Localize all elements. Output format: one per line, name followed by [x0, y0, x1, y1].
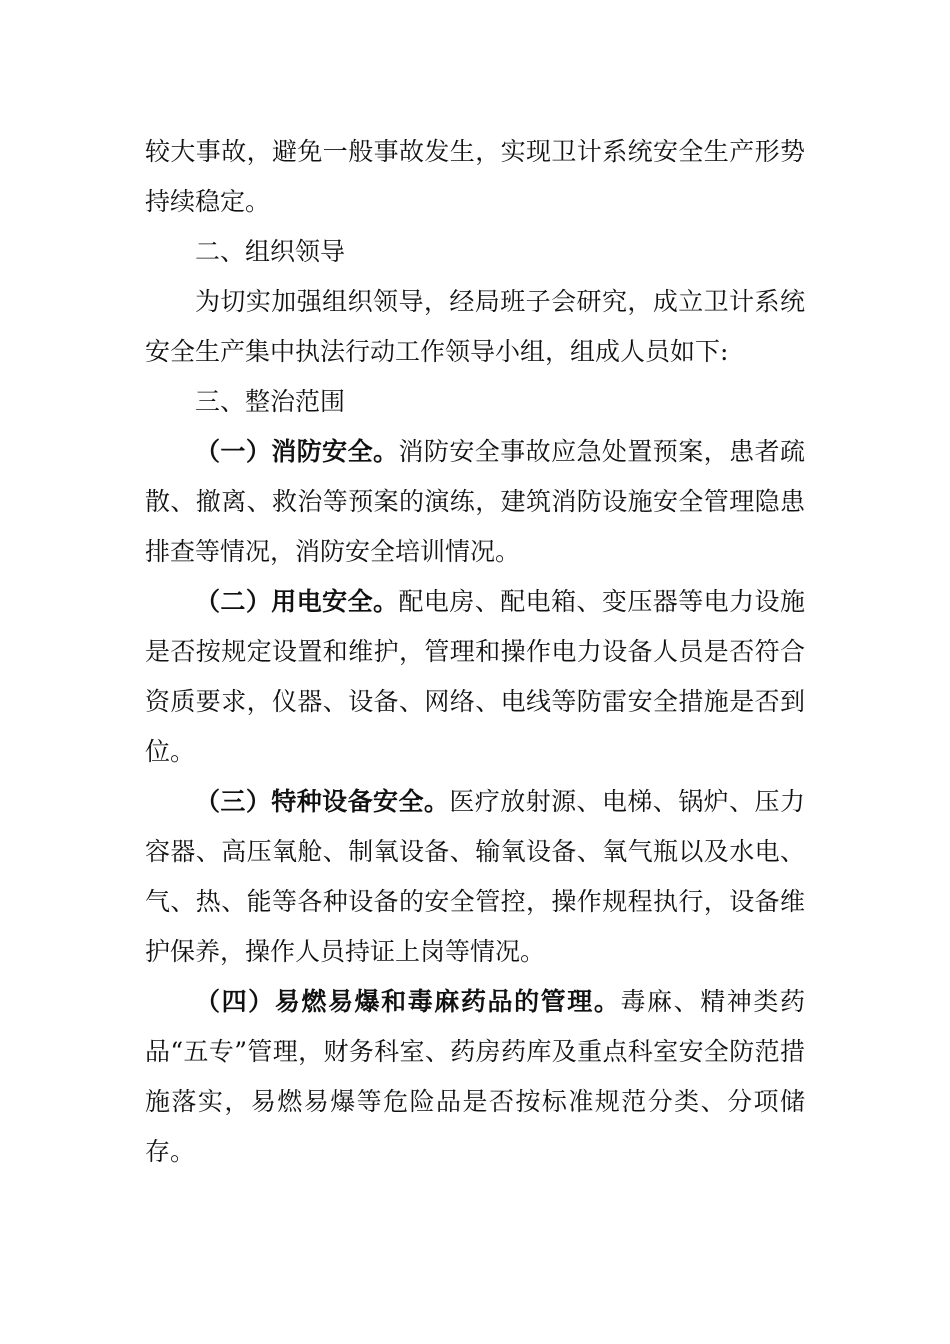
- scope-item-special-equipment: [145, 777, 805, 977]
- scope-item-title: （二）用电安全。: [195, 587, 399, 616]
- scope-item-body: 消防安全事故应急处置预案，患者疏散、撤离、救治等预案的演练，建筑消防设施安全管理隐患排查等情况，消防安全培训情况。: [145, 437, 805, 566]
- scope-item-body: 毒麻、精神类药品“五专”管理，财务科室、药房药库及重点科室安全防范措施落实，易燃易爆等危险品是否按标准规范分类、分项储存。: [145, 987, 805, 1166]
- scope-item-electrical-safety: [145, 577, 805, 777]
- section-heading-scope: 三、整治范围: [195, 387, 346, 416]
- scope-item-body: 配电房、配电箱、变压器等电力设施是否按规定设置和维护，管理和操作电力设备人员是否符合资质要求，仪器、设备、网络、电线等防雷安全措施是否到位。: [145, 587, 805, 766]
- scope-item-body: 医疗放射源、电梯、锅炉、压力容器、高压氧舱、制氧设备、输氧设备、氧气瓶以及水电、气、热、能等各种设备的安全管控，操作规程执行，设备维护保养，操作人员持证上岗等情况。: [145, 787, 805, 966]
- scope-item-fire-safety: [145, 427, 805, 577]
- organization-paragraph: 为切实加强组织领导，经局班子会研究，成立卫计系统安全生产集中执法行动工作领导小组，组成人员如下:: [145, 287, 805, 366]
- document-body: [145, 127, 805, 1177]
- scope-item-title: （一）消防安全。: [195, 437, 399, 466]
- section-heading-organization: 二、组织领导: [195, 237, 346, 266]
- scope-item-title: （三）特种设备安全。: [195, 787, 450, 816]
- scope-item-title: （四）易燃易爆和毒麻药品的管理。: [195, 987, 621, 1016]
- continuation-paragraph: 较大事故，避免一般事故发生，实现卫计系统安全生产形势持续稳定。: [145, 137, 805, 216]
- scope-item-hazardous-drugs: [145, 977, 805, 1177]
